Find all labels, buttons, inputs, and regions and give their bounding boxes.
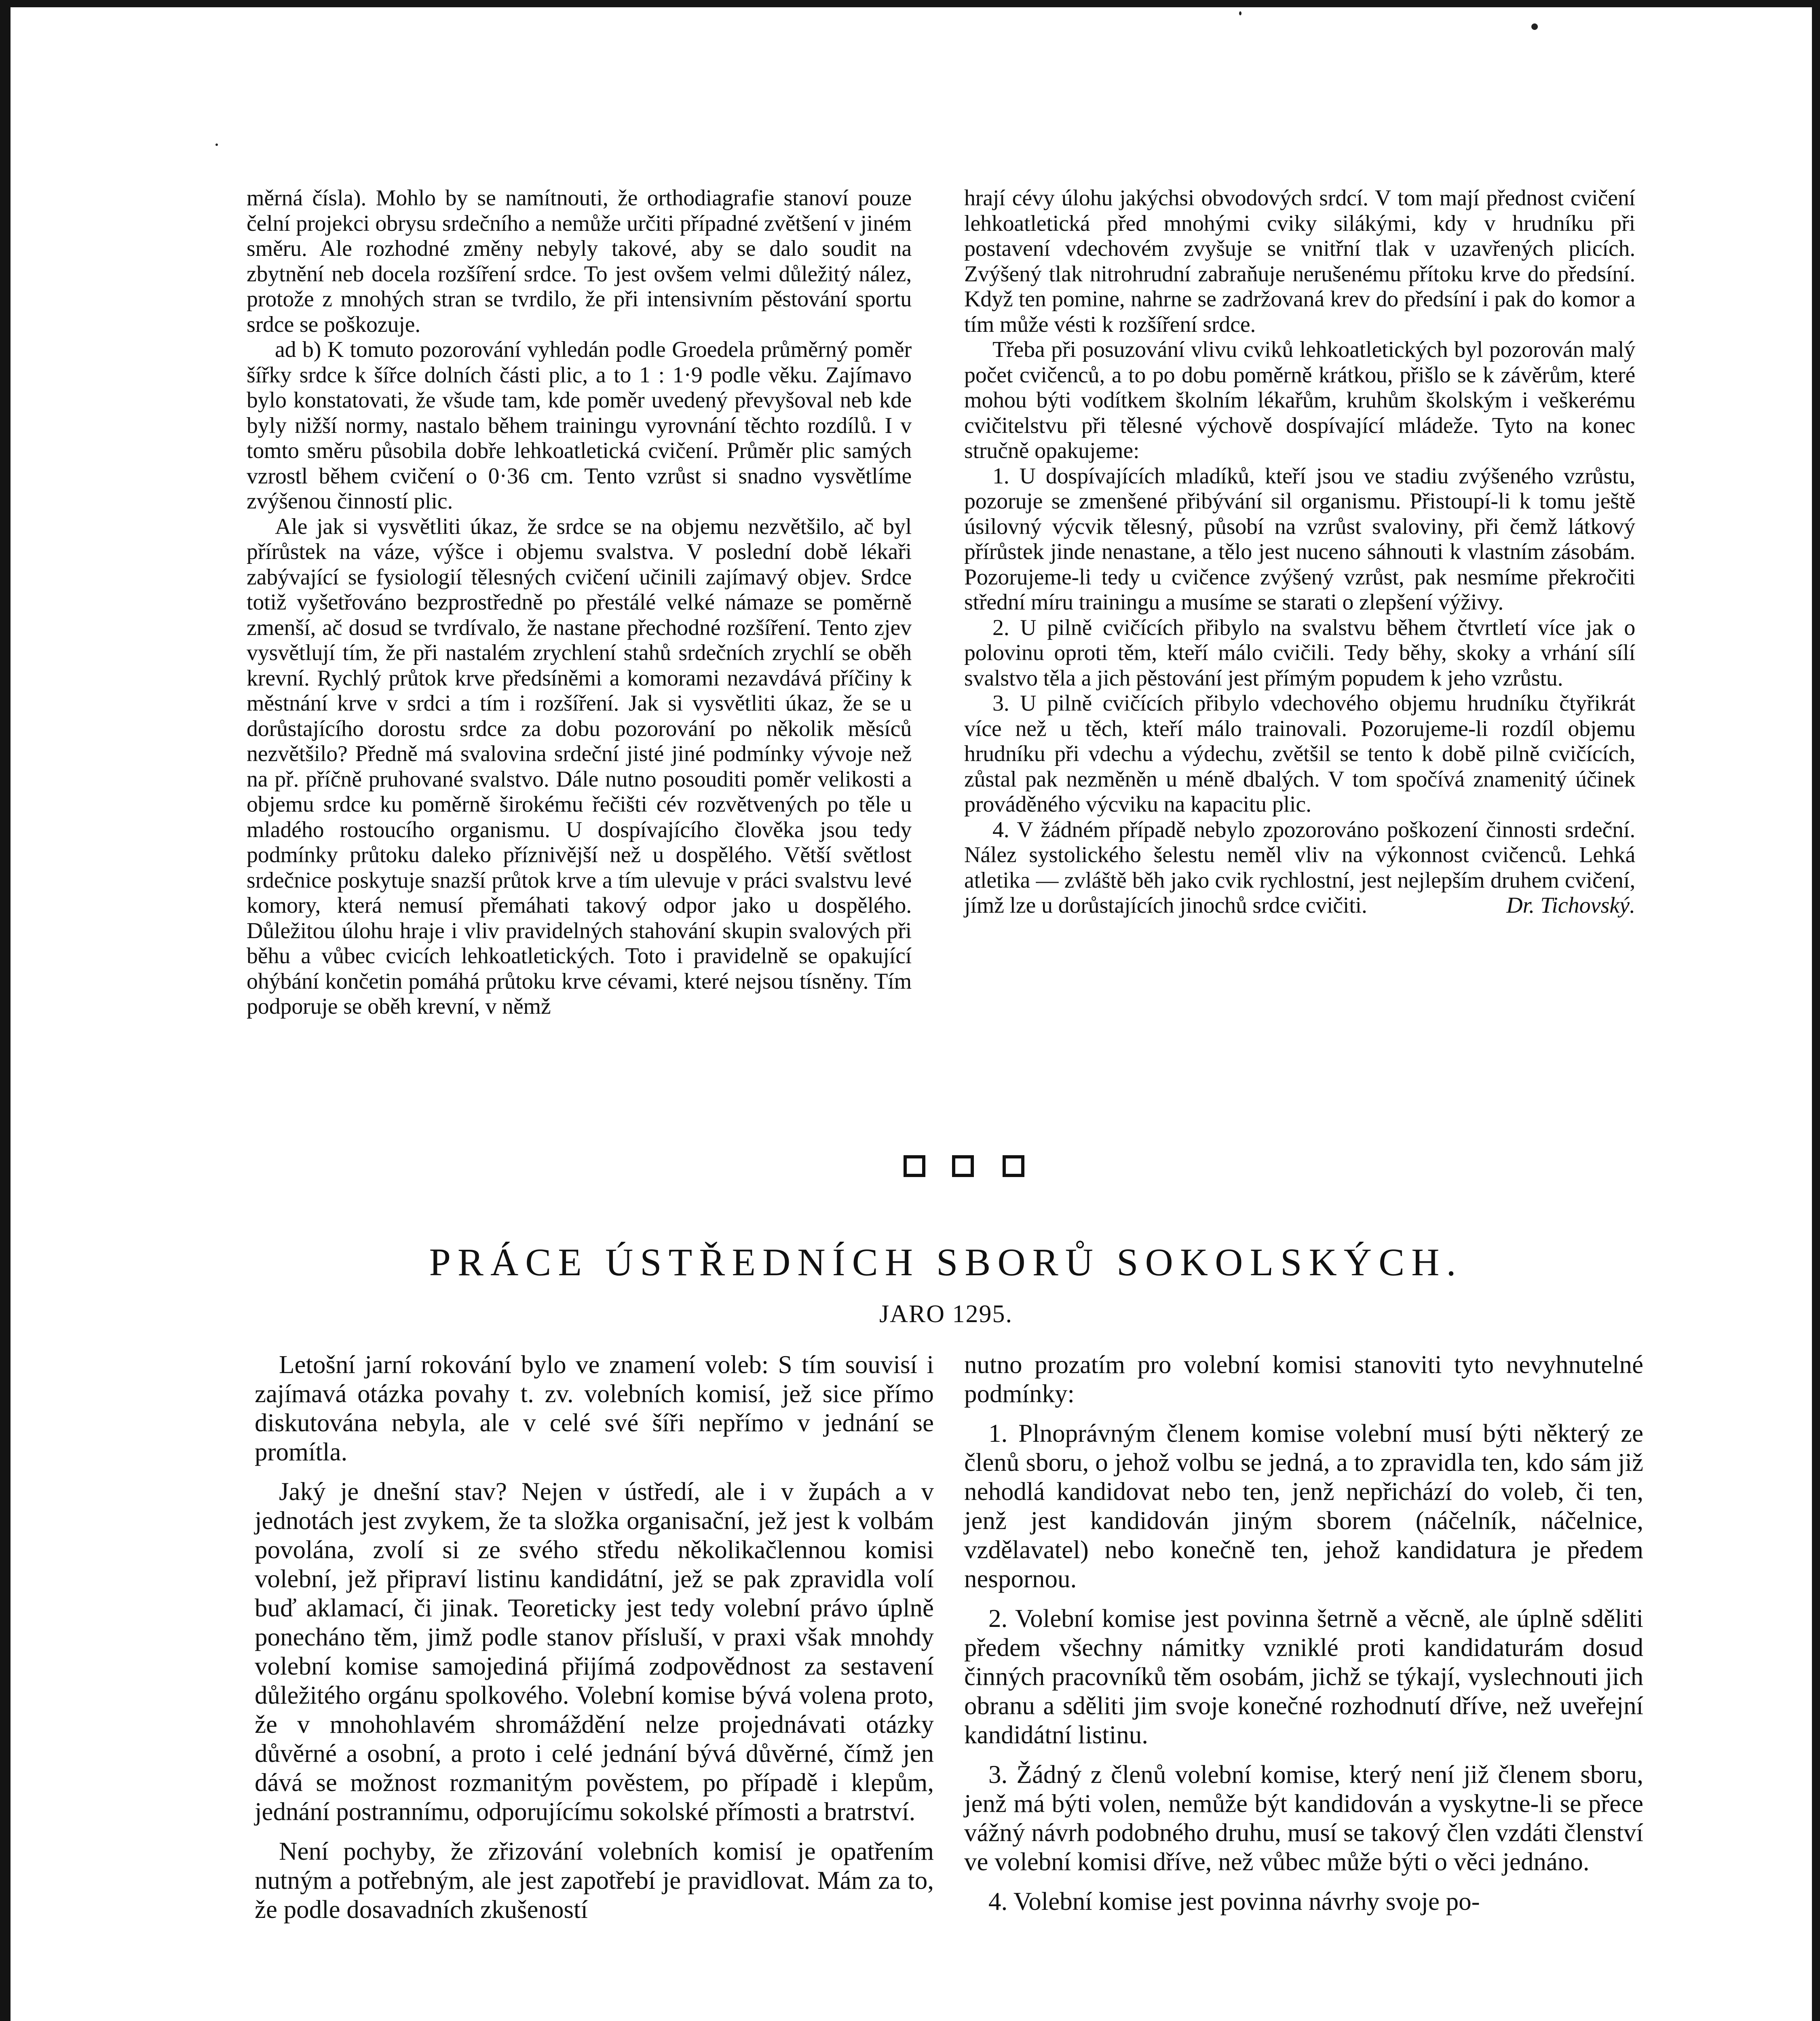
article-title: PRÁCE ÚSTŘEDNÍCH SBORŮ SOKOLSKÝCH. (429, 1240, 1463, 1284)
upper-left-column (247, 186, 912, 1019)
conclusion-item: 2. U pilně cvičících přibylo na svalstvu během čtvrtletí více jak o polovinu oproti těm, kteří málo cvičili. Tedy běhy, skoky a vrhání sílí svalstvo těla a jich pěstování jest přímým popudem k jeho vzrůstu. (964, 615, 1635, 691)
conclusion-item: 3. U pilně cvičících přibylo vdechového objemu hrudníku čtyřikrát více než u těch, kteří málo trainovali. Pozorujeme-li rozdíl objemu hrudníku při vdechu a výdechu, zvětšil se tento k době pilně cvičících, zůstal pak nezměněn u méně dbalých. V tom spočívá znamenitý účinek prováděného výcviku na kapacitu plic. (964, 691, 1635, 817)
condition-item: 3. Žádný z členů volební komise, který není již členem sboru, jenž má býti volen, nemůže být kandidován a vyskytne-li se přece vážný návrh podobného druhu, musí se takový člen vzdáti členství ve volební komisi dříve, než vůbec může býti o věci jednáno. (964, 1760, 1643, 1876)
article-paragraph: Není pochyby, že zřizování volebních komisí je opatřením nutným a potřebným, ale jest zapotřebí je pravidlovat. Mám za to, že podle dosavadních zkušeností (255, 1837, 934, 1924)
scan-speck (215, 143, 218, 146)
condition-item: 2. Volební komise jest povinna šetrně a věcně, ale úplně sděliti předem všechny námitky vzniklé proti kandidaturám dosud činných pracovníků těm osobám, jichž se týkají, vyslechnouti jich obranu a sděliti jim svoje konečné rozhodnutí dříve, než uveřejní kandidátní listinu. (964, 1604, 1643, 1749)
upper-paragraph: Ale jak si vysvětliti úkaz, že srdce se na objemu nezvětšilo, ač byl přírůstek na váze, výšce i objemu svalstva. V poslední době lékaři zabývající se fysiologií tělesných cvičení učinili zajímavý objev. Srdce totiž vyšetřováno bezprostředně po přestálé velké námaze se poměrně zmenší, ač dosud se tvrdívalo, že nastane přechodné rozšíření. Tento zjev vysvětlují tím, že při nastalém zrychlení stahů srdečních zrychlí se oběh krevní. Rychlý průtok krve předsíněmi a komorami nezavdává příčiny k městnání krve v srdci a tím i rozšíření. Jak si vysvětliti úkaz, že se u dorůstajícího dorostu srdce za dobu pozorování po několik měsíců nezvětšilo? Předně má svalovina srdeční jisté jiné podmínky vývoje než na př. příčně pruhované svalstvo. Dále nutno posouditi poměr velikosti a objemu srdce ku poměrně širokému řečišti cév rozvětvených po těle u mladého rostoucího organismu. U dospívajícího člověka jsou tedy podmínky průtoku daleko příznivější než u dospělého. Větší světlost srdečnice poskytuje snazší průtok krve a tím ulevuje v práci svalstvu levé komory, která nemusí přemáhati takový odpor jako u dospělého. Důležitou úlohu hraje i vliv pravidelných stahování skupin svalových při běhu a vůbec cvicích lehkoatletických. Toto i pravidelně se opakující ohýbání končetin pomáhá průtoku krve cévami, které nejsou tísněny. Tím podporuje se oběh krevní, v němž (247, 514, 912, 1019)
divider-square-icon (904, 1155, 925, 1177)
condition-item: 1. Plnoprávným členem komise volební musí býti některý ze členů sboru, o jehož volbu se jedná, a to zpravidla ten, kdo sám již nehodlá kandidovat nebo ten, jenž nepřichází do voleb, či ten, jenž jest kandidován jiným sborem (náčelník, náčelnice, vzdělavatel) nebo konečně ten, jehož kandidatura je předem nespornou. (964, 1419, 1643, 1593)
lower-left-column (255, 1350, 934, 1935)
lower-right-column (964, 1350, 1643, 1926)
conclusion-item: 1. U dospívajících mladíků, kteří jsou ve stadiu zvýšeného vzrůstu, pozoruje se zmenšené přibývání sil organismu. Přistoupí-li k tomu ještě úsilovný výcvik tělesný, působí na vzrůst svaloviny, při čemž látkový přírůstek jinde nenastane, a tělo jest nuceno sáhnouti k vlastním zásobám. Pozorujeme-li tedy u cvičence zvýšený vzrůst, pak nesmíme překročiti střední míru trainingu a musíme se starati o zlepšení výživy. (964, 463, 1635, 615)
article-paragraph: Jaký je dnešní stav? Nejen v ústředí, ale i v župách a v jednotách jest zvykem, že ta složka organisační, jež jest k volbám povolána, zvolí si ze svého středu několikačlennou komisi volební, jež připraví listinu kandidátní, jež se pak zpravidla volí buď aklamací, či jinak. Teoreticky jest tedy volební právo úplně ponecháno těm, jimž podle stanov přísluší, v praxi však mnohdy volební komise samojediná přijímá zodpovědnost za sestavení důležitého orgánu spolkového. Volební komise bývá volena proto, že v mnohohlavém shromáždění nelze projednávati otázky důvěrné a osobní, a proto i celé jednání bývá důvěrné, čímž jen dává se možnost rozmanitým pověstem, po případě i klepům, jednání postrannímu, odporujícímu sokolské přímosti a bratrství. (255, 1477, 934, 1826)
scan-speck (1239, 11, 1241, 15)
divider-square-icon (952, 1155, 974, 1177)
scan-speck (1531, 23, 1538, 30)
divider-square-icon (1003, 1155, 1024, 1177)
upper-paragraph: měrná čísla). Mohlo by se namítnouti, že orthodiagrafie stanoví pouze čelní projekci obrysu srdečního a nemůže určiti případné zvětšení v jiném směru. Ale rozhodné změny nebyly takové, aby se dalo soudit na zbytnění neb docela rozšíření srdce. To jest ovšem velmi důležitý nález, protože z mnohých stran se tvrdilo, že při intensivním pěstování sportu srdce se poškozuje. (247, 186, 912, 337)
condition-item: 4. Volební komise jest povinna návrhy svoje po- (988, 1887, 1480, 1916)
article-paragraph: Letošní jarní rokování bylo ve znamení voleb: S tím souvisí i zajímavá otázka povahy t. zv. volebních komisí, jež sice přímo diskutována nebyla, ale v celé své šíři nepřímo v jednání se promítla. (255, 1350, 934, 1466)
article-paragraph: nutno prozatím pro volební komisi stanoviti tyto nevyhnutelné podmínky: (964, 1350, 1643, 1408)
article-subtitle: JARO 1295. (879, 1300, 1013, 1328)
author-signature: Dr. Tichovský. (1506, 893, 1635, 918)
upper-paragraph: ad b) K tomuto pozorování vyhledán podle Groedela průměrný poměr šířky srdce k šířce dolních části plic, a to 1 : 1·9 podle věku. Zajímavo bylo konstatovati, že všude tam, kde poměr uvedený převyšoval neb kde byly nižší normy, nastalo během trainingu vyrovnání těchto rozdílů. I v tomto směru působila dobře lehkoatletická cvičení. Průměr plic samých vzrostl během cvičení o 0·36 cm. Tento vzrůst si snadno vysvětlíme zvýšenou činností plic. (247, 337, 912, 514)
upper-paragraph: Třeba při posuzování vlivu cviků lehkoatletických byl pozorován malý počet cvičenců, a to po dobu poměrně krátkou, přišlo se k závěrům, které mohou býti vodítkem školním lékařům, kruhům školským i veškerému cvičitelstvu při tělesné výchově dospívající mládeže. Tyto na konec stručně opakujeme: (964, 337, 1635, 463)
upper-right-column (964, 186, 1635, 918)
upper-paragraph: hrají cévy úlohu jakýchsi obvodových srdcí. V tom mají přednost cvičení lehkoatletická před mnohými cviky silákými, kdy v hrudníku při postavení vdechovém zvyšuje se vnitřní tlak v uzavřených plicích. Zvýšený tlak nitrohrudní zabraňuje nerušenému přítoku krve do předsíní. Když ten pomine, nahrne se zadržovaná krev do předsíní i pak do komor a tím může vésti k rozšíření srdce. (964, 186, 1635, 337)
conclusion-item (964, 817, 1635, 918)
section-divider (0, 1155, 1820, 1175)
conclusion-text: 4. V žádném případě nebylo zpozorováno poškození činnosti srdeční. Nález systolického šelestu neměl vliv na výkonnost cvičenců. Lehká atletika — zvláště běh jako cvik rychlostní, jest nejlepším druhem cvičení, jímž lze u dorůstajících jinochů srdce cvičiti. (964, 817, 1635, 918)
